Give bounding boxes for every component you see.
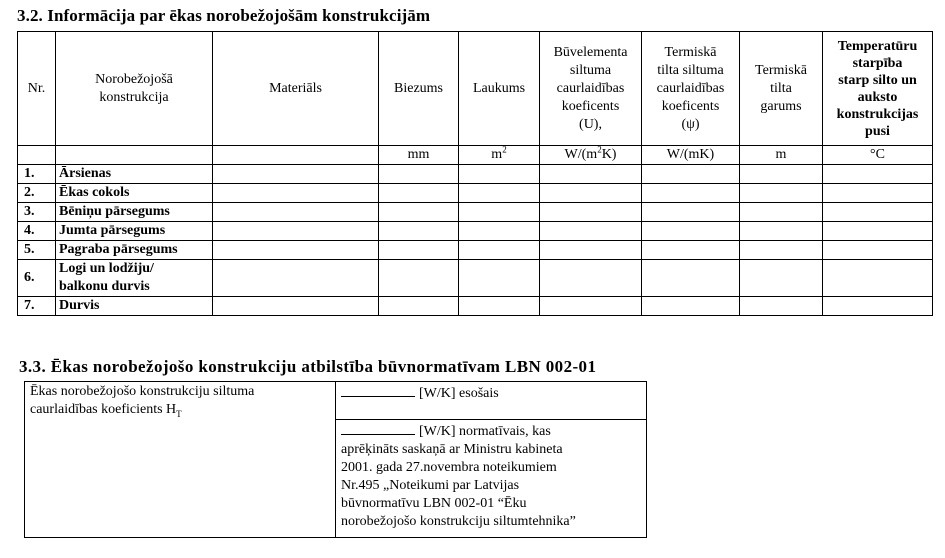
existing-value-cell[interactable]: [W/K] esošais <box>336 382 647 420</box>
table-row: 5. Pagraba pārsegums <box>18 241 933 260</box>
table-row <box>25 382 647 420</box>
constructions-table <box>17 31 933 316</box>
unit-area: $m^2$ <box>459 146 540 165</box>
header-area: Laukums <box>459 32 540 146</box>
header-nr: Nr. <box>18 32 56 146</box>
unit-u: $W/(m^2K)$ <box>540 146 642 165</box>
existing-value-input[interactable] <box>341 383 415 397</box>
header-thickness: Biezums <box>379 32 459 146</box>
normative-value-cell[interactable]: [W/K] normatīvais, kas aprēķināts saskaņā ar Ministru kabineta 2001. gada 27.novembra noteikumiem Nr.495 „Noteikumi par Latvijas būvnormatīvu LBN 002-01 “Ēku norobežojošo konstrukciju siltumtehnika” <box>336 420 647 538</box>
table-row: 4. Jumta pārsegums <box>18 222 933 241</box>
header-material: Materiāls <box>213 32 379 146</box>
unit-bridge-length: m <box>740 146 823 165</box>
table-row: 1. Ārsienas <box>18 165 933 184</box>
header-psi-coefficient: Termiskā tilta siltuma caurlaidības koeficents (ψ) <box>642 32 740 146</box>
table-row: 3. Bēniņu pārsegums <box>18 203 933 222</box>
unit-thickness: mm <box>379 146 459 165</box>
units-row <box>18 146 933 165</box>
table-header-row <box>18 32 933 146</box>
header-u-coefficient: Būvelementa siltuma caurlaidības koeficents (U), <box>540 32 642 146</box>
compliance-table <box>24 381 647 538</box>
ht-coefficient-label: Ēkas norobežojošo konstrukciju siltuma caurlaidības koeficients $H_T$ <box>25 382 336 538</box>
section-3-3-title: 3.3. Ēkas norobežojošo konstrukciju atbilstība būvnormatīvam LBN 002-01 <box>19 357 597 376</box>
table-row: 6. Logi un lodžiju/ balkonu durvis <box>18 260 933 297</box>
header-bridge-length: Termiskā tilta garums <box>740 32 823 146</box>
table-row: 2. Ēkas cokols <box>18 184 933 203</box>
unit-psi: W/(mK) <box>642 146 740 165</box>
normative-value-input[interactable] <box>341 421 415 435</box>
table-row: 7. Durvis <box>18 297 933 316</box>
section-3-2-title: 3.2. Informācija par ēkas norobežojošām konstrukcijām <box>17 6 431 25</box>
header-construction: Norobežojošā konstrukcija <box>56 32 213 146</box>
header-temperature-difference: Temperatūru starpība starp silto un auksto konstrukcijas pusi <box>823 32 933 146</box>
unit-temperature: °C <box>823 146 933 165</box>
